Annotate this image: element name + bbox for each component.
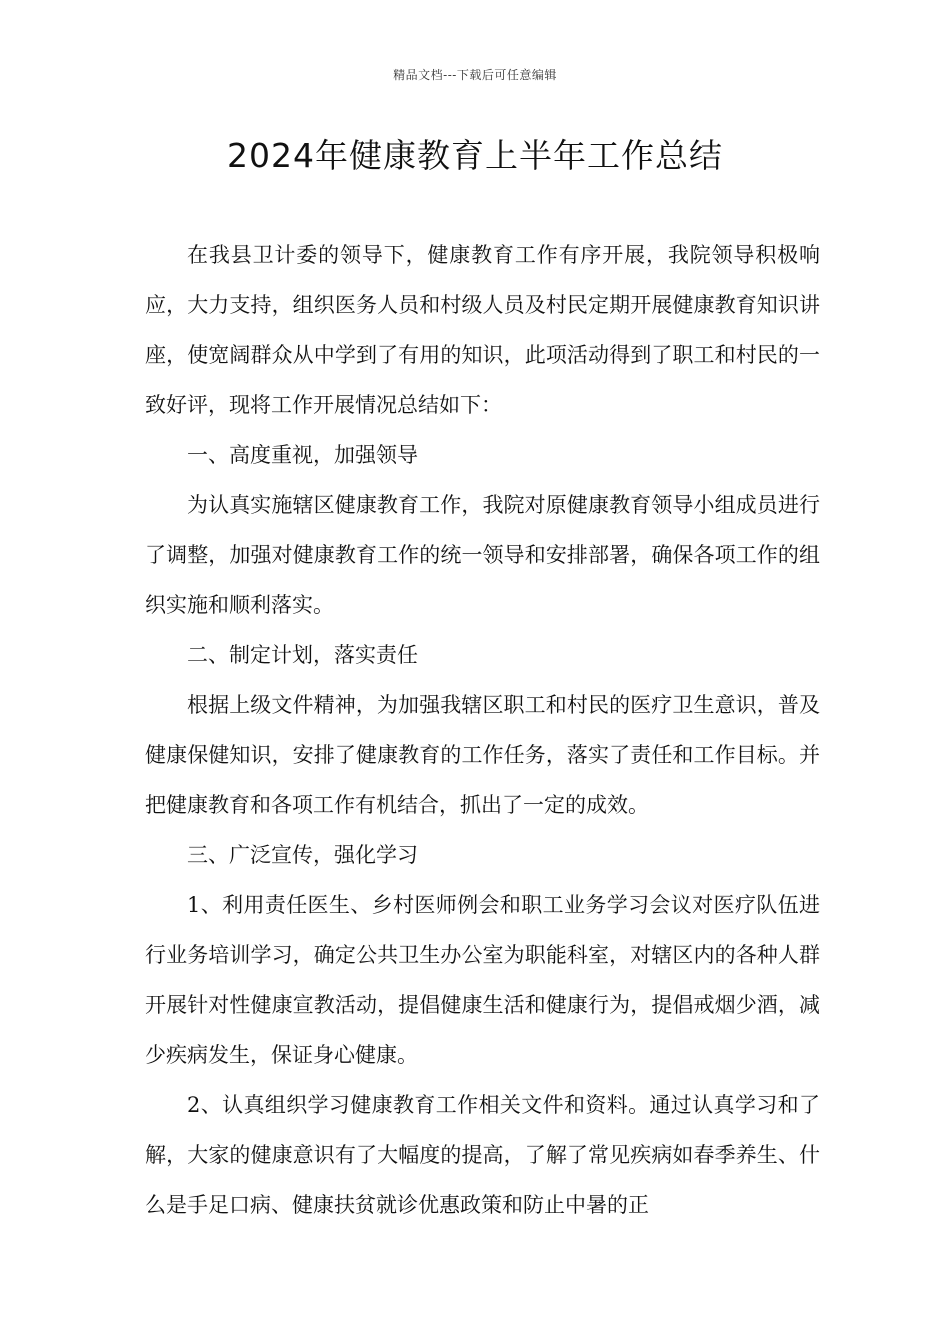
- paragraph-item-2: 2、认真组织学习健康教育工作相关文件和资料。通过认真学习和了解，大家的健康意识有了大幅度的提高，了解了常见疾病如春季养生、什么是手足口病、健康扶贫就诊优惠政策和防止中暑的正: [145, 1093, 820, 1217]
- paragraph-item-1: 1、利用责任医生、乡村医师例会和职工业务学习会议对医疗队伍进行业务培训学习，确定公共卫生办公室为职能科室，对辖区内的各种人群开展针对性健康宣教活动，提倡健康生活和健康行为，提倡戒烟少酒，减少疾病发生，保证身心健康。: [145, 893, 820, 1067]
- section-heading-2: 二、制定计划，落实责任: [187, 643, 418, 667]
- paragraph-section-2: 根据上级文件精神，为加强我辖区职工和村民的医疗卫生意识，普及健康保健知识，安排了健康教育的工作任务，落实了责任和工作目标。并把健康教育和各项工作有机结合，抓出了一定的成效。: [145, 693, 820, 817]
- document-title: 2024年健康教育上半年工作总结: [227, 136, 723, 175]
- paragraph-intro: 在我县卫计委的领导下，健康教育工作有序开展，我院领导积极响应，大力支持，组织医务人员和村级人员及村民定期开展健康教育知识讲座，使宽阔群众从中学到了有用的知识，此项活动得到了职工和村民的一致好评，现将工作开展情况总结如下：: [145, 243, 820, 417]
- paragraph-section-1: 为认真实施辖区健康教育工作，我院对原健康教育领导小组成员进行了调整，加强对健康教育工作的统一领导和安排部署，确保各项工作的组织实施和顺利落实。: [145, 493, 820, 617]
- section-heading-3: 三、广泛宣传，强化学习: [187, 843, 418, 867]
- header-note: 精品文档---下载后可任意编辑: [393, 68, 557, 82]
- section-heading-1: 一、高度重视，加强领导: [187, 443, 418, 467]
- document-body: [145, 230, 820, 1230]
